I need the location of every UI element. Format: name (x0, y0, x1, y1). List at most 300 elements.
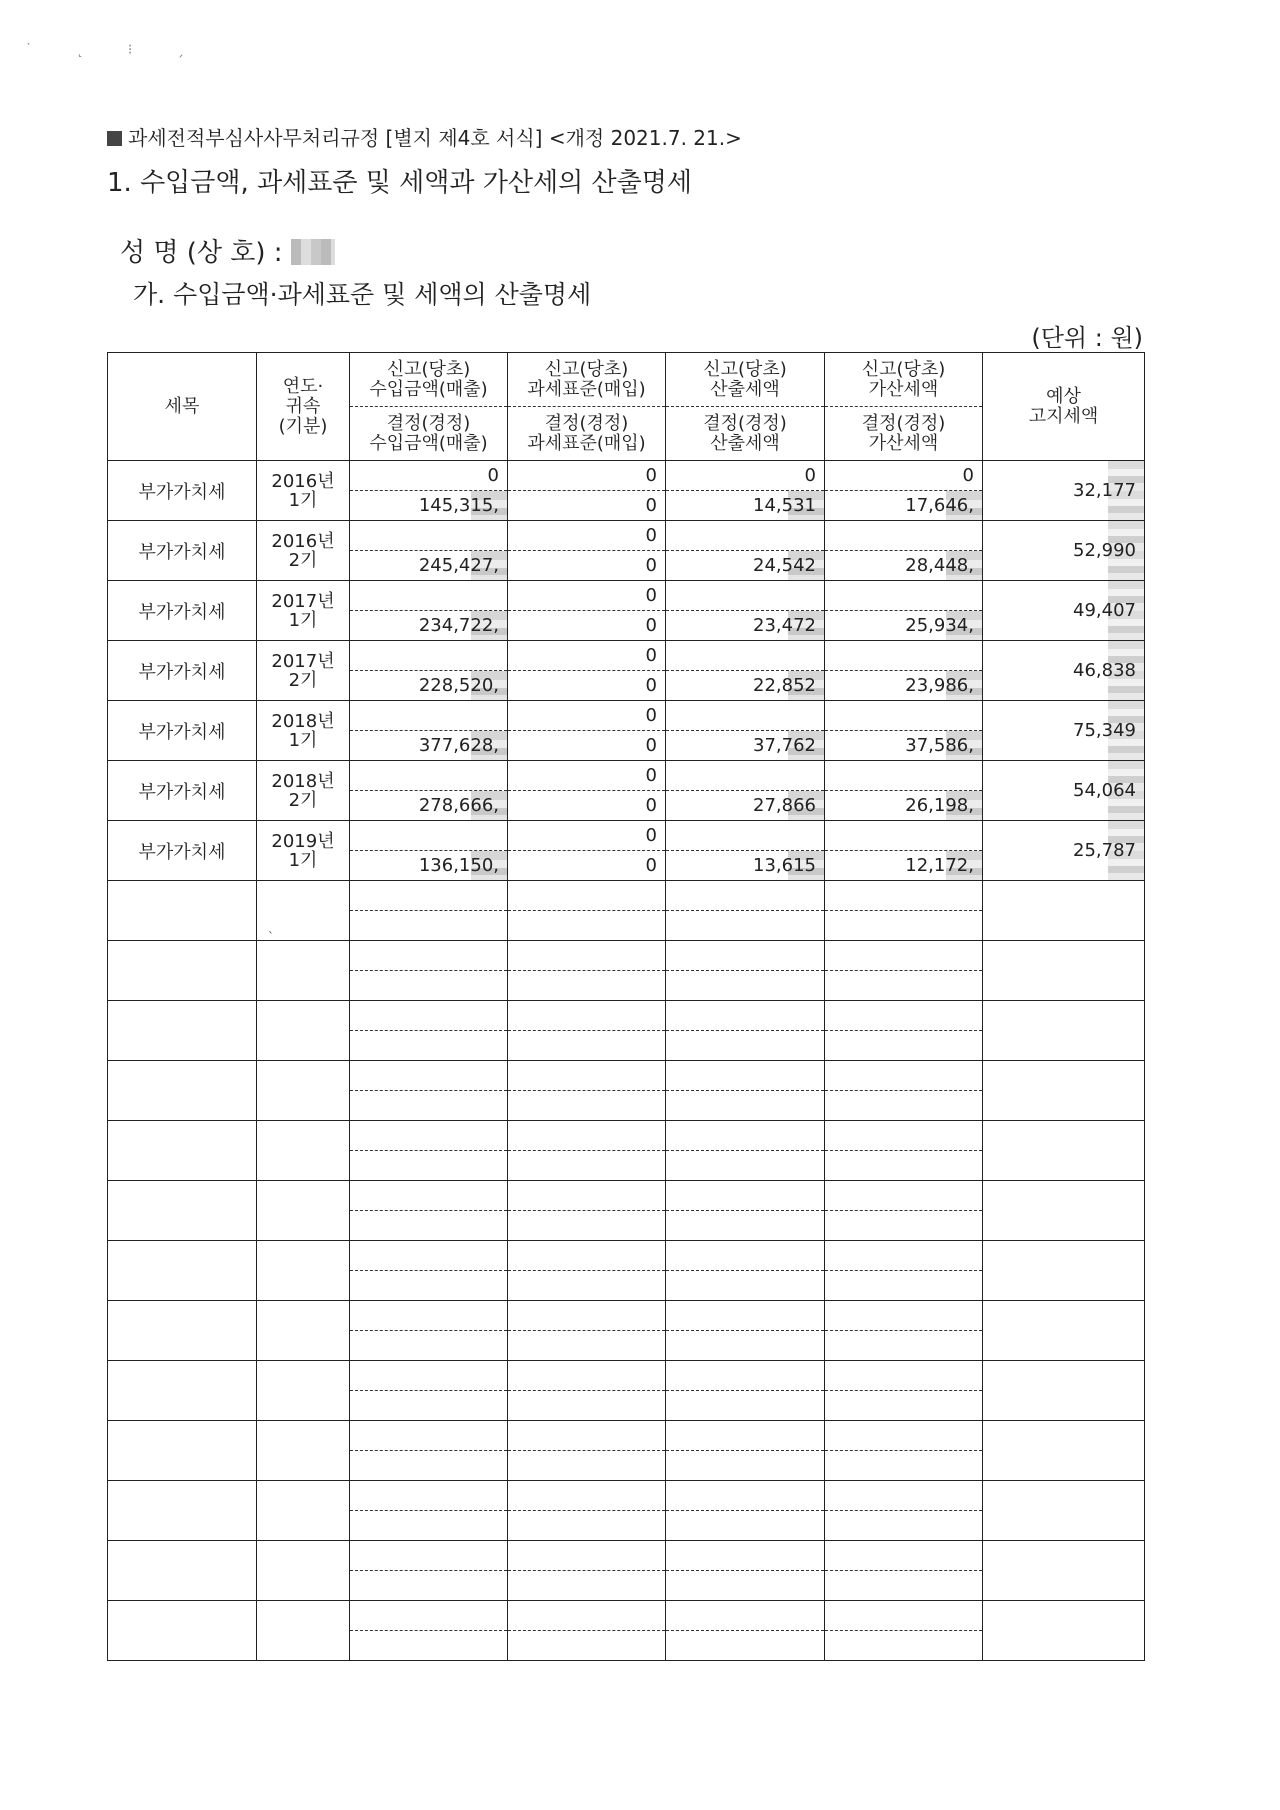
cell-value: 0 (645, 735, 657, 756)
empty-cell-a-bot (350, 1031, 508, 1061)
hdr-d-bot-1: 결정(경정) (861, 412, 946, 434)
empty-cell-b-top (508, 1181, 666, 1211)
cell-expected (983, 701, 1145, 761)
cell-a-bot (350, 551, 508, 581)
cell-period (257, 581, 350, 641)
cell-value: 0 (645, 675, 657, 696)
empty-cell-c-bot (666, 971, 825, 1001)
cell-c-top (666, 521, 825, 551)
empty-cell-b-bot (508, 1271, 666, 1301)
cell-a-top (350, 821, 508, 851)
cell-value: 54,064 (1073, 780, 1136, 801)
cell-item: 부가가치세 (108, 701, 257, 761)
empty-cell-d-bot (825, 1211, 983, 1241)
tax-calculation-table (107, 352, 1145, 1661)
period-year: 2016년 (271, 470, 335, 492)
empty-cell-expected (983, 1001, 1145, 1061)
empty-cell-d-top (825, 1181, 983, 1211)
empty-cell-b-bot (508, 1391, 666, 1421)
cell-a-top (350, 461, 508, 491)
cell-d-top (825, 461, 983, 491)
empty-cell-a-top (350, 1241, 508, 1271)
cell-value: 27,866 (753, 795, 816, 816)
empty-row (108, 1481, 1145, 1511)
period-half: 2기 (288, 669, 318, 691)
cell-value: 37,762 (753, 735, 816, 756)
empty-cell-b-bot (508, 971, 666, 1001)
cell-b-top (508, 641, 666, 671)
cell-expected (983, 461, 1145, 521)
empty-row (108, 881, 1145, 911)
empty-row (108, 1061, 1145, 1091)
cell-d-bot (825, 791, 983, 821)
cell-expected (983, 761, 1145, 821)
empty-cell-a-bot (350, 911, 508, 941)
hdr-expected-1: 예상 (1046, 385, 1081, 407)
empty-cell-d-bot (825, 1151, 983, 1181)
empty-cell-item (108, 1241, 257, 1301)
empty-cell-a-top (350, 1001, 508, 1031)
cell-a-top (350, 641, 508, 671)
empty-cell-d-bot (825, 1091, 983, 1121)
empty-cell-a-bot (350, 1631, 508, 1661)
cell-d-top (825, 521, 983, 551)
hdr-a-bot-2: 수입금액(매출) (369, 432, 488, 454)
empty-cell-b-top (508, 1001, 666, 1031)
empty-cell-period (257, 941, 350, 1001)
empty-cell-period (257, 1301, 350, 1361)
empty-cell-b-bot (508, 1331, 666, 1361)
cell-d-bot (825, 671, 983, 701)
table-row (108, 761, 1145, 791)
stray-mark: ˋ (268, 930, 274, 944)
cell-b-bot (508, 491, 666, 521)
cell-b-top (508, 521, 666, 551)
cell-value: 0 (645, 825, 657, 846)
empty-cell-expected (983, 881, 1145, 941)
empty-cell-period (257, 1181, 350, 1241)
header-period-l3: (기분) (278, 415, 328, 437)
scan-specks: ˙ ˛ ⁝ ˏ (25, 42, 204, 58)
empty-cell-b-bot (508, 1091, 666, 1121)
empty-cell-c-top (666, 1241, 825, 1271)
cell-item: 부가가치세 (108, 761, 257, 821)
empty-cell-a-top (350, 1541, 508, 1571)
cell-item: 부가가치세 (108, 581, 257, 641)
period-year: 2016년 (271, 530, 335, 552)
cell-value: 278,666, (418, 795, 499, 816)
cell-expected (983, 581, 1145, 641)
empty-cell-c-bot (666, 1391, 825, 1421)
hdr-b-bot-2: 과세표준(매입) (527, 432, 646, 454)
cell-c-bot (666, 491, 825, 521)
empty-cell-item (108, 1121, 257, 1181)
cell-c-top (666, 821, 825, 851)
cell-d-bot (825, 851, 983, 881)
cell-c-top (666, 581, 825, 611)
empty-cell-item (108, 1061, 257, 1121)
empty-cell-d-top (825, 1481, 983, 1511)
empty-cell-d-bot (825, 1271, 983, 1301)
header-col-a-top (350, 353, 508, 407)
hdr-d-bot-2: 가산세액 (868, 432, 939, 454)
cell-d-bot (825, 491, 983, 521)
cell-value: 136,150, (418, 855, 499, 876)
empty-cell-d-top (825, 1061, 983, 1091)
hdr-b-top-2: 과세표준(매입) (527, 378, 646, 400)
cell-value: 0 (645, 495, 657, 516)
cell-value: 0 (645, 615, 657, 636)
cell-expected (983, 821, 1145, 881)
empty-cell-c-bot (666, 1211, 825, 1241)
empty-cell-c-top (666, 1301, 825, 1331)
empty-cell-a-bot (350, 1151, 508, 1181)
empty-cell-d-top (825, 1601, 983, 1631)
empty-cell-expected (983, 1601, 1145, 1661)
cell-b-top (508, 761, 666, 791)
cell-b-bot (508, 611, 666, 641)
cell-b-bot (508, 671, 666, 701)
empty-row (108, 1301, 1145, 1331)
empty-cell-a-bot (350, 1331, 508, 1361)
cell-value: 0 (645, 855, 657, 876)
cell-period (257, 641, 350, 701)
cell-item: 부가가치세 (108, 521, 257, 581)
cell-c-top (666, 641, 825, 671)
period-year: 2019년 (271, 830, 335, 852)
cell-item: 부가가치세 (108, 821, 257, 881)
period-half: 1기 (288, 849, 318, 871)
header-expected (983, 353, 1145, 461)
empty-cell-b-top (508, 1061, 666, 1091)
empty-cell-a-top (350, 1121, 508, 1151)
empty-cell-d-bot (825, 1331, 983, 1361)
empty-row (108, 1421, 1145, 1451)
hdr-a-top-2: 수입금액(매출) (369, 378, 488, 400)
cell-a-top (350, 701, 508, 731)
empty-cell-expected (983, 1061, 1145, 1121)
empty-cell-b-bot (508, 1511, 666, 1541)
empty-cell-item (108, 1481, 257, 1541)
empty-cell-b-bot (508, 1631, 666, 1661)
cell-item: 부가가치세 (108, 461, 257, 521)
cell-c-top (666, 761, 825, 791)
cell-c-top (666, 701, 825, 731)
cell-value: 13,615 (753, 855, 816, 876)
empty-cell-c-bot (666, 1151, 825, 1181)
cell-c-bot (666, 731, 825, 761)
empty-cell-d-bot (825, 971, 983, 1001)
cell-value: 0 (962, 465, 974, 486)
empty-cell-period (257, 1541, 350, 1601)
cell-period (257, 461, 350, 521)
empty-cell-b-top (508, 1601, 666, 1631)
table-row (108, 461, 1145, 491)
header-col-b-bot (508, 407, 666, 461)
empty-cell-a-bot (350, 1391, 508, 1421)
empty-row (108, 1001, 1145, 1031)
empty-cell-d-bot (825, 1631, 983, 1661)
cell-value: 25,787 (1073, 840, 1136, 861)
square-bullet-icon (107, 131, 122, 146)
cell-value: 26,198, (905, 795, 974, 816)
cell-c-bot (666, 611, 825, 641)
cell-value: 0 (645, 765, 657, 786)
period-year: 2017년 (271, 590, 335, 612)
hdr-c-bot-1: 결정(경정) (703, 412, 787, 434)
empty-cell-d-top (825, 1121, 983, 1151)
cell-value: 25,934, (905, 615, 974, 636)
cell-a-bot (350, 791, 508, 821)
empty-cell-a-bot (350, 1091, 508, 1121)
empty-cell-a-bot (350, 1271, 508, 1301)
empty-cell-expected (983, 1301, 1145, 1361)
empty-cell-d-top (825, 881, 983, 911)
empty-cell-d-bot (825, 1571, 983, 1601)
hdr-b-bot-1: 결정(경정) (544, 412, 629, 434)
hdr-b-top-1: 신고(당초) (544, 358, 629, 380)
header-period-l2: 귀속 (285, 395, 321, 417)
name-label: 성 명 (상 호) : (120, 238, 283, 268)
empty-cell-period (257, 1601, 350, 1661)
cell-c-bot (666, 851, 825, 881)
period-half: 1기 (288, 729, 318, 751)
cell-period (257, 521, 350, 581)
empty-cell-expected (983, 1361, 1145, 1421)
hdr-a-top-1: 신고(당초) (386, 358, 471, 380)
empty-cell-b-bot (508, 1571, 666, 1601)
cell-value: 377,628, (418, 735, 499, 756)
empty-cell-c-bot (666, 1331, 825, 1361)
cell-d-top (825, 821, 983, 851)
empty-cell-b-top (508, 1421, 666, 1451)
period-year: 2018년 (271, 710, 335, 732)
empty-cell-c-top (666, 1181, 825, 1211)
empty-cell-c-top (666, 1481, 825, 1511)
empty-cell-a-top (350, 881, 508, 911)
empty-cell-c-top (666, 1361, 825, 1391)
cell-d-bot (825, 731, 983, 761)
cell-value: 28,448, (905, 555, 974, 576)
period-half: 2기 (288, 549, 318, 571)
header-item: 세목 (108, 353, 257, 461)
empty-cell-expected (983, 1481, 1145, 1541)
empty-cell-a-top (350, 941, 508, 971)
cell-value: 0 (645, 555, 657, 576)
empty-row (108, 1181, 1145, 1211)
empty-cell-a-bot (350, 1571, 508, 1601)
cell-b-top (508, 701, 666, 731)
empty-cell-d-top (825, 1241, 983, 1271)
cell-c-bot (666, 671, 825, 701)
empty-cell-a-top (350, 1481, 508, 1511)
subsection-title: 가. 수입금액·과세표준 및 세액의 산출명세 (133, 280, 592, 309)
empty-cell-c-bot (666, 1571, 825, 1601)
cell-value: 0 (487, 465, 499, 486)
empty-row (108, 1241, 1145, 1271)
redacted-name (291, 239, 335, 265)
empty-cell-a-bot (350, 1451, 508, 1481)
cell-value: 0 (645, 465, 657, 486)
cell-value: 24,542 (753, 555, 816, 576)
empty-cell-period (257, 1421, 350, 1481)
form-header (107, 122, 742, 151)
cell-d-top (825, 581, 983, 611)
cell-a-bot (350, 851, 508, 881)
cell-value: 0 (645, 705, 657, 726)
empty-cell-b-bot (508, 1031, 666, 1061)
empty-cell-c-bot (666, 1631, 825, 1661)
cell-value: 14,531 (753, 495, 816, 516)
empty-cell-a-top (350, 1061, 508, 1091)
empty-cell-c-bot (666, 911, 825, 941)
hdr-c-top-2: 산출세액 (710, 378, 780, 400)
empty-cell-period (257, 1241, 350, 1301)
empty-cell-b-bot (508, 1211, 666, 1241)
cell-value: 12,172, (905, 855, 974, 876)
cell-d-bot (825, 551, 983, 581)
hdr-d-top-2: 가산세액 (868, 378, 939, 400)
cell-period (257, 701, 350, 761)
cell-a-top (350, 581, 508, 611)
empty-cell-d-top (825, 1541, 983, 1571)
name-line (120, 232, 335, 269)
empty-cell-period (257, 1001, 350, 1061)
table-row (108, 521, 1145, 551)
empty-cell-b-top (508, 1241, 666, 1271)
empty-cell-d-bot (825, 911, 983, 941)
cell-value: 0 (804, 465, 816, 486)
form-header-text: 과세전적부심사사무처리규정 [별지 제4호 서식] <개정 2021.7. 21.> (128, 126, 742, 150)
cell-value: 228,520, (418, 675, 499, 696)
empty-cell-d-top (825, 941, 983, 971)
cell-a-top (350, 761, 508, 791)
empty-cell-d-top (825, 1421, 983, 1451)
empty-cell-expected (983, 1181, 1145, 1241)
empty-cell-b-top (508, 1121, 666, 1151)
cell-period (257, 761, 350, 821)
cell-b-top (508, 461, 666, 491)
table-row (108, 821, 1145, 851)
empty-cell-c-top (666, 1121, 825, 1151)
cell-value: 23,986, (905, 675, 974, 696)
empty-cell-b-bot (508, 1451, 666, 1481)
header-period-l1: 연도· (282, 375, 324, 397)
cell-value: 32,177 (1073, 480, 1136, 501)
cell-value: 49,407 (1073, 600, 1136, 621)
empty-cell-b-bot (508, 911, 666, 941)
header-col-d-bot (825, 407, 983, 461)
empty-cell-expected (983, 1421, 1145, 1481)
cell-a-bot (350, 491, 508, 521)
empty-cell-c-top (666, 1001, 825, 1031)
empty-cell-b-top (508, 881, 666, 911)
cell-value: 22,852 (753, 675, 816, 696)
hdr-c-top-1: 신고(당초) (703, 358, 787, 380)
header-row-top (108, 353, 1145, 407)
empty-cell-b-bot (508, 1151, 666, 1181)
empty-cell-c-bot (666, 1451, 825, 1481)
hdr-expected-2: 고지세액 (1028, 405, 1099, 427)
cell-a-bot (350, 731, 508, 761)
empty-cell-item (108, 1541, 257, 1601)
empty-cell-item (108, 1301, 257, 1361)
empty-cell-a-top (350, 1361, 508, 1391)
cell-d-top (825, 641, 983, 671)
period-half: 1기 (288, 489, 318, 511)
empty-cell-a-bot (350, 1211, 508, 1241)
empty-cell-period (257, 1121, 350, 1181)
cell-d-top (825, 761, 983, 791)
hdr-c-bot-2: 산출세액 (710, 432, 780, 454)
empty-row (108, 1361, 1145, 1391)
cell-c-bot (666, 791, 825, 821)
cell-value: 23,472 (753, 615, 816, 636)
table-row (108, 641, 1145, 671)
cell-b-top (508, 581, 666, 611)
empty-cell-c-top (666, 941, 825, 971)
empty-cell-b-top (508, 1481, 666, 1511)
empty-cell-c-top (666, 1601, 825, 1631)
period-year: 2017년 (271, 650, 335, 672)
empty-cell-item (108, 1361, 257, 1421)
cell-value: 0 (645, 525, 657, 546)
empty-cell-a-bot (350, 971, 508, 1001)
empty-cell-d-top (825, 1361, 983, 1391)
empty-cell-item (108, 881, 257, 941)
empty-cell-c-bot (666, 1091, 825, 1121)
cell-value: 46,838 (1073, 660, 1136, 681)
hdr-d-top-1: 신고(당초) (861, 358, 946, 380)
cell-value: 0 (645, 645, 657, 666)
empty-cell-item (108, 1181, 257, 1241)
empty-cell-a-bot (350, 1511, 508, 1541)
cell-b-bot (508, 551, 666, 581)
cell-value: 17,646, (905, 495, 974, 516)
empty-cell-d-top (825, 1301, 983, 1331)
header-col-c-bot (666, 407, 825, 461)
empty-cell-item (108, 1601, 257, 1661)
empty-cell-c-top (666, 1421, 825, 1451)
cell-value: 234,722, (418, 615, 499, 636)
cell-value: 0 (645, 795, 657, 816)
empty-cell-a-top (350, 1181, 508, 1211)
header-col-b-top (508, 353, 666, 407)
empty-cell-expected (983, 941, 1145, 1001)
empty-cell-period (257, 1361, 350, 1421)
empty-cell-c-top (666, 1541, 825, 1571)
empty-cell-a-top (350, 1421, 508, 1451)
cell-d-top (825, 701, 983, 731)
empty-cell-d-bot (825, 1031, 983, 1061)
cell-item: 부가가치세 (108, 641, 257, 701)
cell-value: 52,990 (1073, 540, 1136, 561)
empty-row (108, 1541, 1145, 1571)
cell-value: 75,349 (1073, 720, 1136, 741)
cell-value: 0 (645, 585, 657, 606)
cell-c-top (666, 461, 825, 491)
empty-cell-period (257, 1481, 350, 1541)
empty-cell-item (108, 1001, 257, 1061)
table-row (108, 581, 1145, 611)
empty-row (108, 941, 1145, 971)
cell-b-bot (508, 731, 666, 761)
empty-cell-expected (983, 1541, 1145, 1601)
cell-b-bot (508, 791, 666, 821)
cell-c-bot (666, 551, 825, 581)
cell-period (257, 821, 350, 881)
empty-cell-b-top (508, 1301, 666, 1331)
